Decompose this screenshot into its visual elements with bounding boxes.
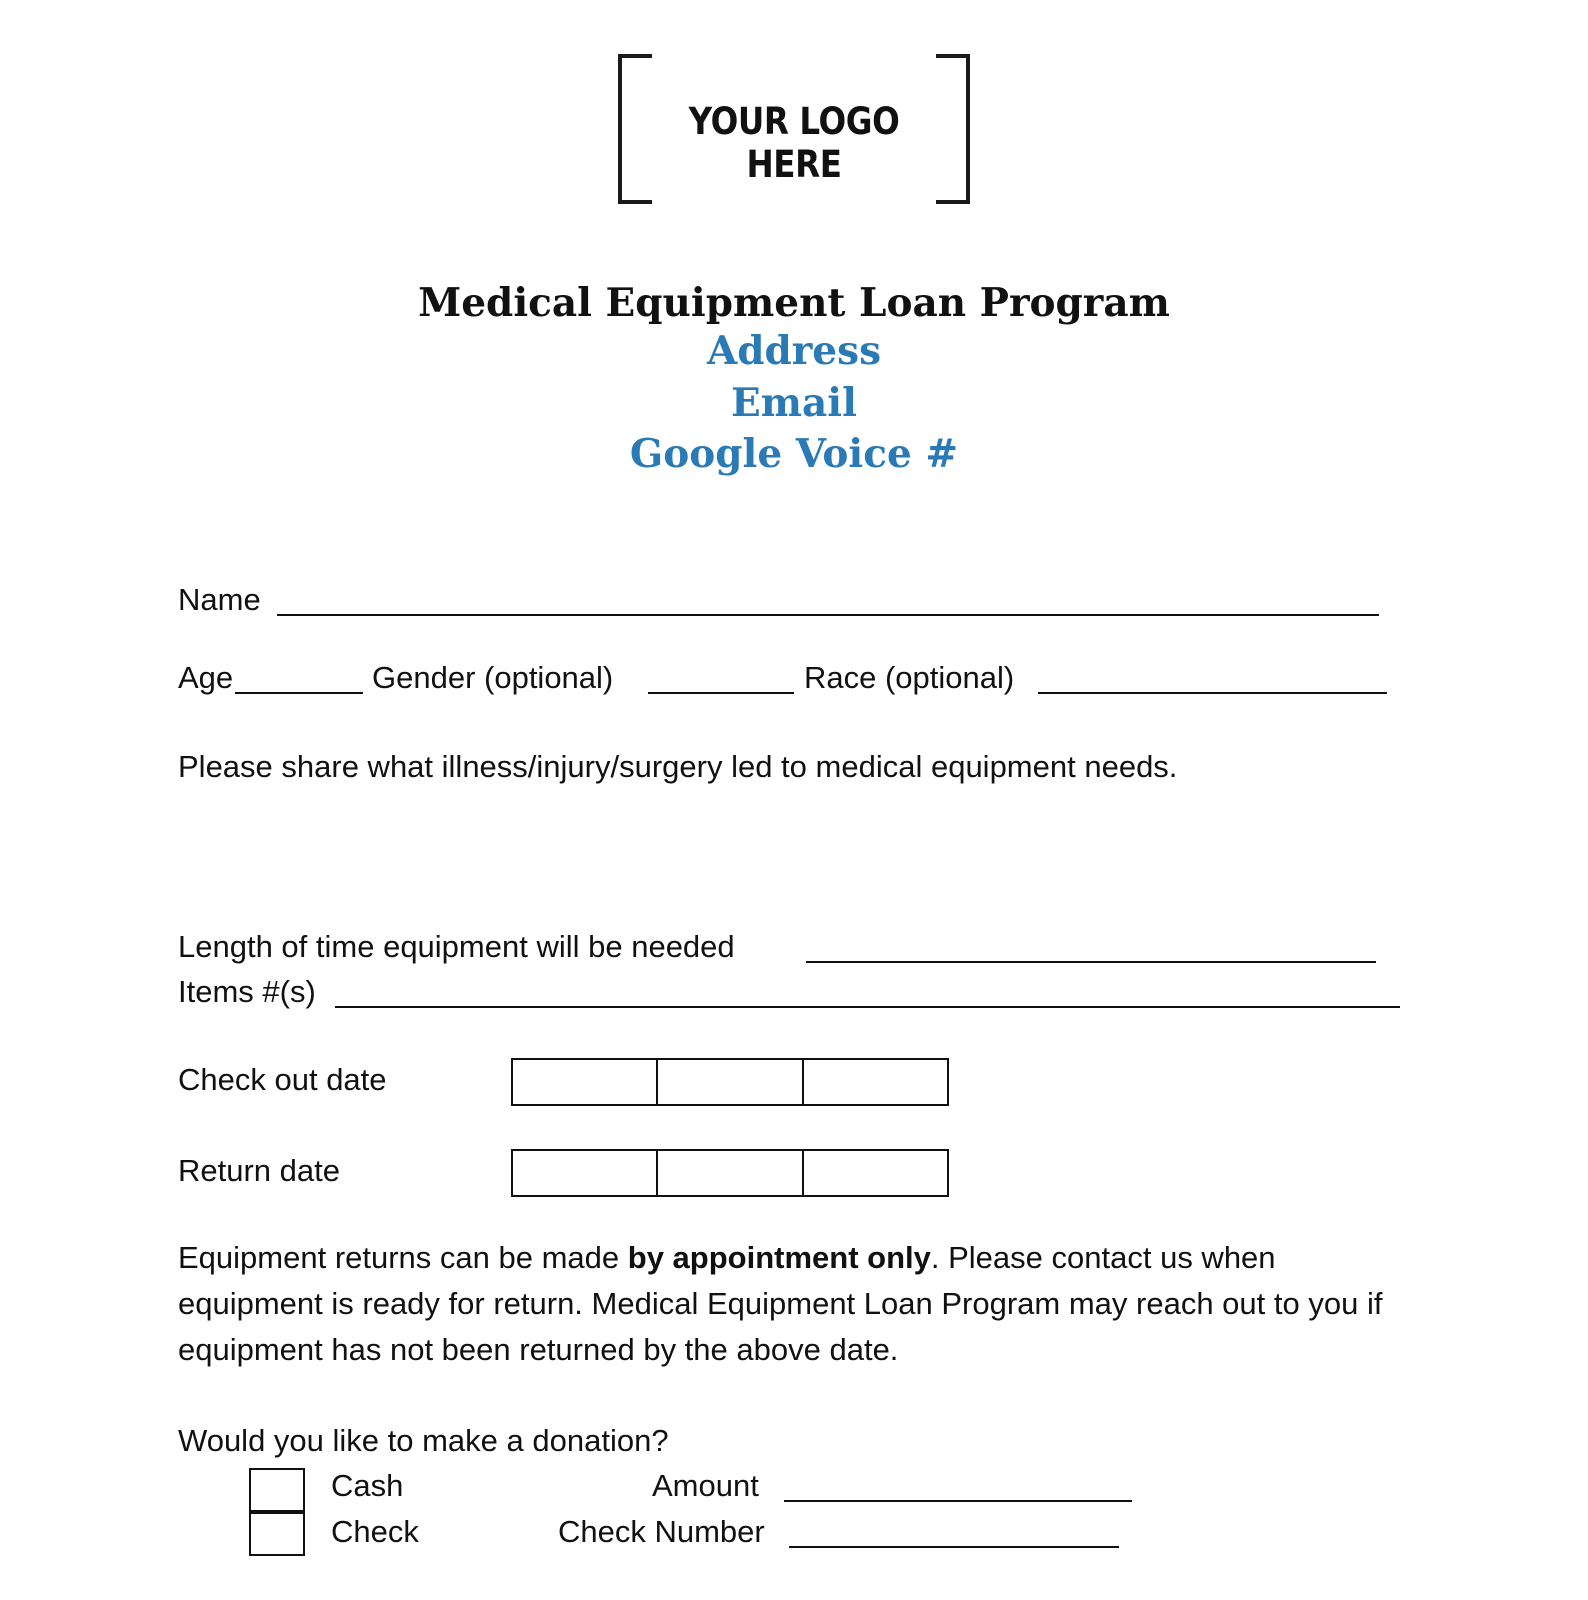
illness-prompt: Please share what illness/injury/surgery led to medical equipment needs. — [178, 749, 1178, 784]
return-label: Return date — [178, 1153, 340, 1188]
return-year-box[interactable] — [804, 1151, 947, 1195]
checkout-month-box[interactable] — [513, 1060, 658, 1104]
amount-field[interactable] — [784, 1500, 1132, 1502]
items-field[interactable] — [335, 1006, 1400, 1008]
return-month-box[interactable] — [513, 1151, 658, 1195]
returns-text-before: Equipment returns can be made — [178, 1240, 628, 1275]
illness-answer-area[interactable] — [178, 800, 1378, 910]
cash-label: Cash — [331, 1468, 404, 1503]
check-label: Check — [331, 1514, 419, 1549]
cash-checkbox[interactable] — [249, 1468, 305, 1512]
length-field[interactable] — [806, 961, 1376, 963]
return-day-box[interactable] — [658, 1151, 803, 1195]
checkout-day-box[interactable] — [658, 1060, 803, 1104]
checkout-year-box[interactable] — [804, 1060, 947, 1104]
race-label: Race (optional) — [804, 660, 1015, 695]
program-address: Address — [706, 328, 882, 374]
check-number-field[interactable] — [789, 1546, 1119, 1548]
race-field[interactable] — [1038, 692, 1387, 694]
gender-label: Gender (optional) — [372, 660, 614, 695]
items-label: Items #(s) — [178, 974, 316, 1009]
return-date-boxes[interactable] — [511, 1149, 949, 1197]
check-number-label: Check Number — [558, 1514, 765, 1549]
returns-text-bold: by appointment only — [627, 1240, 931, 1275]
check-checkbox[interactable] — [249, 1512, 305, 1556]
logo-text: YOUR LOGO HERE — [688, 100, 900, 186]
program-phone: Google Voice # — [629, 431, 959, 477]
checkout-label: Check out date — [178, 1062, 387, 1097]
returns-text-after: . Please contact us when equipment is ready for return. Medical Equipment Loan Program may reach out to you if equipment has not been returned by the above date. — [178, 1240, 1383, 1367]
donation-question: Would you like to make a donation? — [178, 1423, 669, 1458]
amount-label: Amount — [652, 1468, 759, 1503]
logo-placeholder — [618, 54, 970, 206]
program-email: Email — [731, 380, 857, 426]
gender-field[interactable] — [648, 692, 794, 694]
name-label: Name — [178, 582, 261, 617]
age-label: Age — [178, 660, 234, 695]
checkout-date-boxes[interactable] — [511, 1058, 949, 1106]
program-title: Medical Equipment Loan Program — [418, 280, 1170, 326]
age-field[interactable] — [235, 692, 363, 694]
returns-paragraph — [178, 1235, 1418, 1373]
name-field[interactable] — [277, 614, 1379, 616]
length-label: Length of time equipment will be needed — [178, 929, 735, 964]
